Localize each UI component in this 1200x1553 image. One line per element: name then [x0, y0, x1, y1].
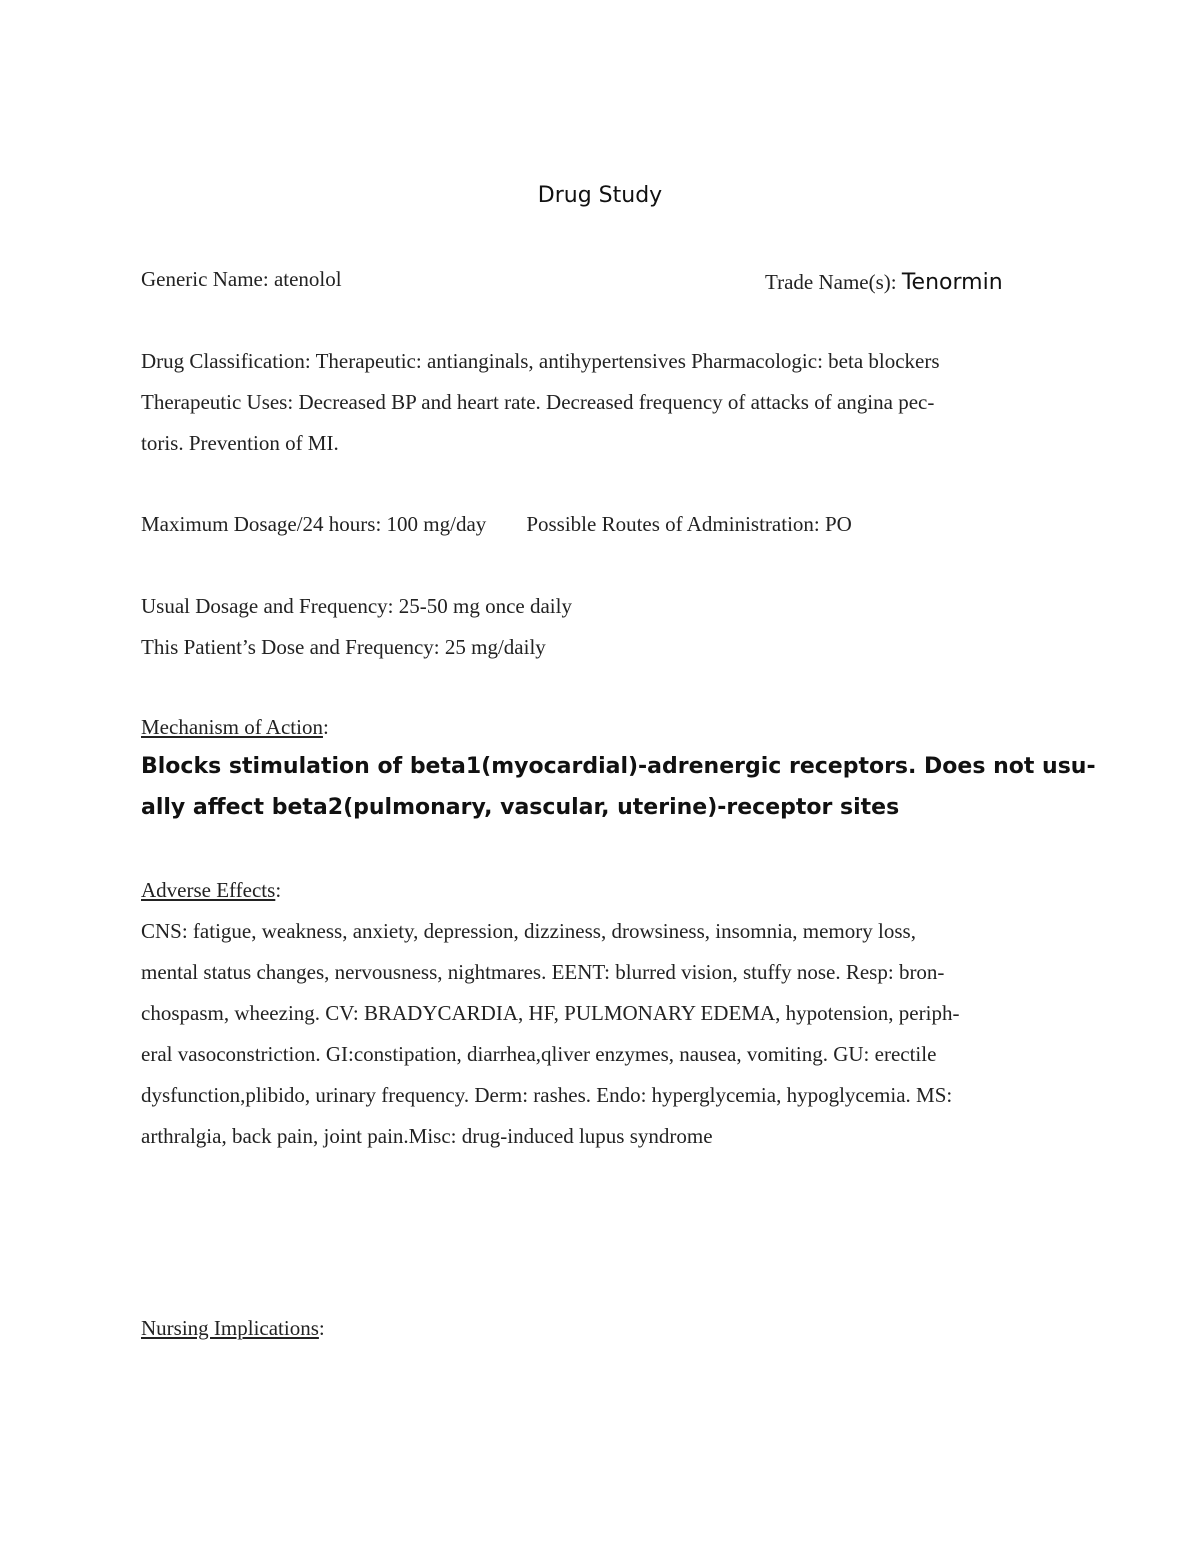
trade-name-value: Tenormin: [901, 270, 1003, 295]
heading-colon: :: [275, 878, 282, 902]
generic-name-label: Generic Name:: [141, 267, 274, 291]
routes-of-administration: Possible Routes of Administration: PO: [526, 512, 852, 536]
adverse-line: eral vasoconstriction. GI:constipation, diarrhea,qliver enzymes, nausea, vomiting. GU: erectile: [141, 1042, 937, 1066]
dosage-routes-line: [141, 504, 1061, 545]
nursing-heading-line: [141, 1308, 1061, 1349]
adverse-line: mental status changes, nervousness, nightmares. EENT: blurred vision, stuffy nose. Resp: bron-: [141, 960, 945, 984]
mechanism-heading-line: [141, 707, 1061, 748]
adverse-effects-heading: Adverse Effects: [141, 878, 276, 902]
patient-dose: This Patient’s Dose and Frequency: 25 mg/daily: [141, 635, 546, 659]
dosage-paragraph: [141, 586, 1061, 668]
mechanism-heading: Mechanism of Action: [141, 715, 323, 739]
adverse-heading-line: [141, 870, 1061, 911]
document-title: Drug Study: [537, 183, 663, 208]
heading-colon: :: [322, 715, 329, 739]
max-dosage: Maximum Dosage/24 hours: 100 mg/day: [141, 512, 487, 536]
mechanism-line: Blocks stimulation of beta1(myocardial)-adrenergic receptors. Does not usu-: [141, 754, 1096, 779]
trade-name-line: [765, 262, 1003, 303]
mechanism-line: ally affect beta2(pulmonary, vascular, uterine)-receptor sites: [141, 795, 900, 820]
trade-name-label: Trade Name(s):: [765, 270, 902, 294]
therapeutic-uses-line: Therapeutic Uses: Decreased BP and heart rate. Decreased frequency of attacks of angina pec-: [141, 390, 935, 414]
adverse-effects-text: [141, 911, 1061, 1157]
adverse-line: arthralgia, back pain, joint pain.Misc: drug-induced lupus syndrome: [141, 1124, 713, 1148]
classification-line: Drug Classification: Therapeutic: antianginals, antihypertensives Pharmacologic: beta blockers: [141, 349, 940, 373]
heading-colon: :: [318, 1316, 325, 1340]
therapeutic-uses-continuation: toris. Prevention of MI.: [141, 431, 339, 455]
generic-name-value: atenolol: [273, 267, 342, 291]
mechanism-text: [141, 746, 1096, 828]
adverse-line: chospasm, wheezing. CV: BRADYCARDIA, HF, PULMONARY EDEMA, hypotension, periph-: [141, 1001, 960, 1025]
usual-dosage: Usual Dosage and Frequency: 25-50 mg once daily: [141, 594, 572, 618]
adverse-line: dysfunction,plibido, urinary frequency. Derm: rashes. Endo: hyperglycemia, hypoglycemia. MS:: [141, 1083, 953, 1107]
nursing-implications-heading: Nursing Implications: [141, 1316, 319, 1340]
classification-paragraph: [141, 341, 1061, 464]
adverse-line: CNS: fatigue, weakness, anxiety, depression, dizziness, drowsiness, insomnia, memory loss,: [141, 919, 916, 943]
